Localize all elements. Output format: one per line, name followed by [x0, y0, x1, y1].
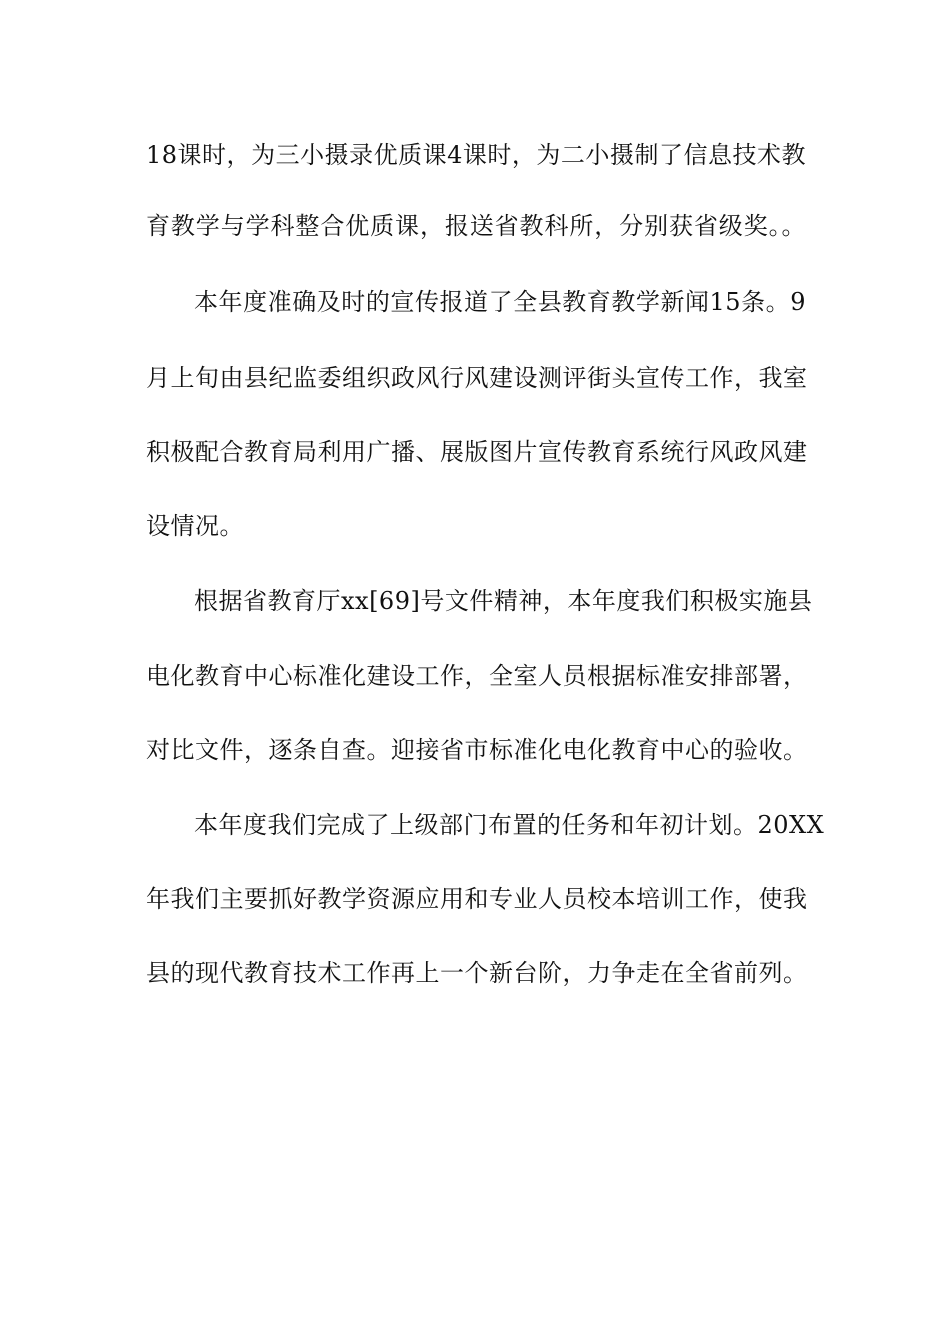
paragraph-1-line-2: 育教学与学科整合优质课，报送省教科所，分别获省级奖。。	[146, 212, 806, 240]
paragraph-2-line-1: 本年度准确及时的宣传报道了全县教育教学新闻15条。9	[194, 288, 806, 316]
paragraph-3-line-3: 对比文件，逐条自查。迎接省市标准化电化教育中心的验收。	[146, 736, 808, 764]
paragraph-2-line-4: 设情况。	[146, 512, 244, 540]
paragraph-1-line-1: 18课时，为三小摄录优质课4课时，为二小摄制了信息技术教	[146, 141, 806, 169]
paragraph-3-line-2: 电化教育中心标准化建设工作，全室人员根据标准安排部署，	[146, 662, 808, 690]
paragraph-4-line-1: 本年度我们完成了上级部门布置的任务和年初计划。20XX	[194, 811, 825, 839]
paragraph-2-line-2: 月上旬由县纪监委组织政风行风建设测评街头宣传工作，我室	[146, 364, 808, 392]
paragraph-4-line-3: 县的现代教育技术工作再上一个新台阶，力争走在全省前列。	[146, 959, 808, 987]
paragraph-2-line-3: 积极配合教育局利用广播、展版图片宣传教育系统行风政风建	[146, 438, 808, 466]
paragraph-4-line-2: 年我们主要抓好教学资源应用和专业人员校本培训工作，使我	[146, 885, 808, 913]
paragraph-3-line-1: 根据省教育厅xx[69]号文件精神，本年度我们积极实施县	[194, 587, 813, 615]
